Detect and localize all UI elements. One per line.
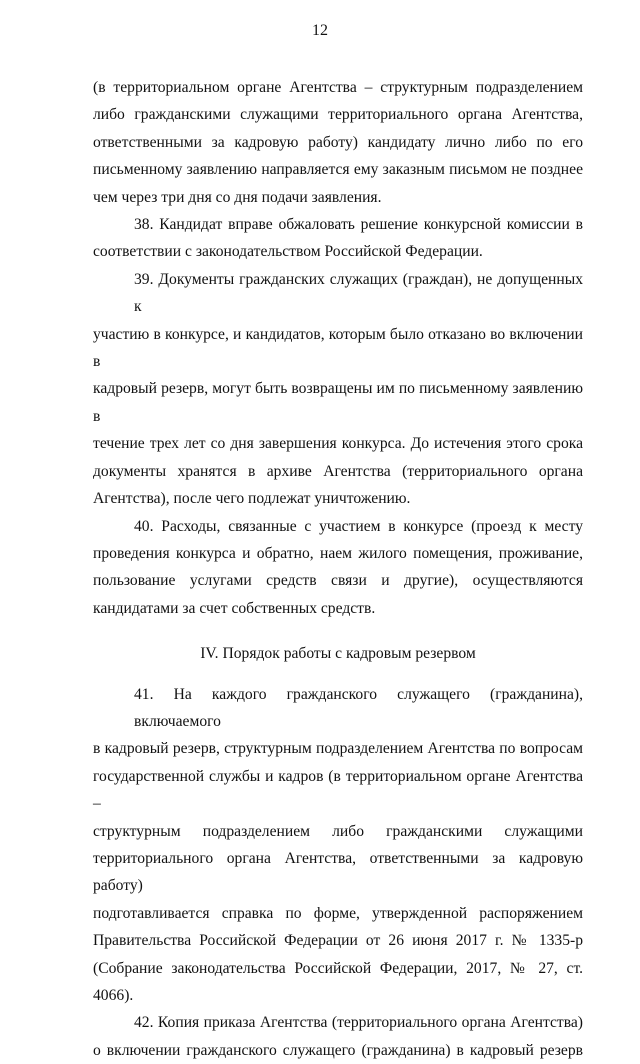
section-heading: IV. Порядок работы с кадровым резервом (200, 645, 476, 663)
text-line: государственной службы и кадров (в территориальном органе Агентства – (93, 767, 583, 813)
text-line: в кадровый резерв, структурным подразделением Агентства по вопросам (93, 740, 583, 758)
paragraph-42 (93, 1009, 583, 1064)
text-line: течение трех лет со дня завершения конкурса. До истечения этого срока (93, 435, 583, 453)
text-line: кандидатами за счет собственных средств. (93, 599, 376, 617)
text-line: проведения конкурса и обратно, наем жилого помещения, проживание, (93, 544, 583, 562)
text-line: ответственными за кадровую работу) кандидату лично либо по его (93, 133, 583, 151)
text-line: пользование услугами средств связи и другие), осуществляются (93, 572, 583, 590)
text-line: 41. На каждого гражданского служащего (гражданина), включаемого (134, 685, 583, 730)
text-line: 40. Расходы, связанные с участием в конкурсе (проезд к месту (134, 517, 583, 535)
text-line: Правительства Российской Федерации от 26 июня 2017 г. № 1335-р (93, 932, 583, 950)
text-line: либо гражданскими служащими территориального органа Агентства, (93, 106, 583, 124)
text-line: структурным подразделением либо гражданскими служащими (93, 822, 583, 840)
text-line: чем через три дня со дня подачи заявления. (93, 188, 382, 206)
paragraph-continuation (93, 74, 583, 211)
text-line: территориального органа Агентства, ответственными за кадровую работу) (93, 849, 583, 895)
text-line: 42. Копия приказа Агентства (территориального органа Агентства) (134, 1014, 583, 1032)
paragraph-39 (93, 266, 583, 513)
text-line: 39. Документы гражданских служащих (граждан), не допущенных к (134, 270, 583, 316)
text-line: Агентства), после чего подлежат уничтожению. (93, 490, 411, 508)
text-line: кадровый резерв, могут быть возвращены им по письменному заявлению в (93, 380, 583, 425)
text-line: о включении гражданского служащего (гражданина) в кадровый резерв (93, 1041, 583, 1059)
text-line: (в территориальном органе Агентства – структурным подразделением (93, 79, 583, 96)
text-line: 38. Кандидат вправе обжаловать решение конкурсной комиссии в (134, 216, 583, 234)
paragraph-40 (93, 513, 583, 623)
text-line: соответствии с законодательством Российской Федерации. (93, 243, 483, 261)
page-number: 12 (312, 22, 328, 39)
text-line: (Собрание законодательства Российской Федерации, 2017, № 27, ст. 4066). (93, 959, 583, 1004)
text-line: документы хранятся в архиве Агентства (территориального органа (93, 462, 583, 480)
text-line: подготавливается справка по форме, утвержденной распоряжением (93, 904, 583, 922)
document-body (93, 74, 583, 1064)
text-line: письменному заявлению направляется ему заказным письмом не позднее (93, 161, 583, 179)
paragraph-38 (93, 211, 583, 266)
text-line: участию в конкурсе, и кандидатов, которым было отказано во включении в (93, 325, 583, 371)
paragraph-41 (93, 681, 583, 1010)
